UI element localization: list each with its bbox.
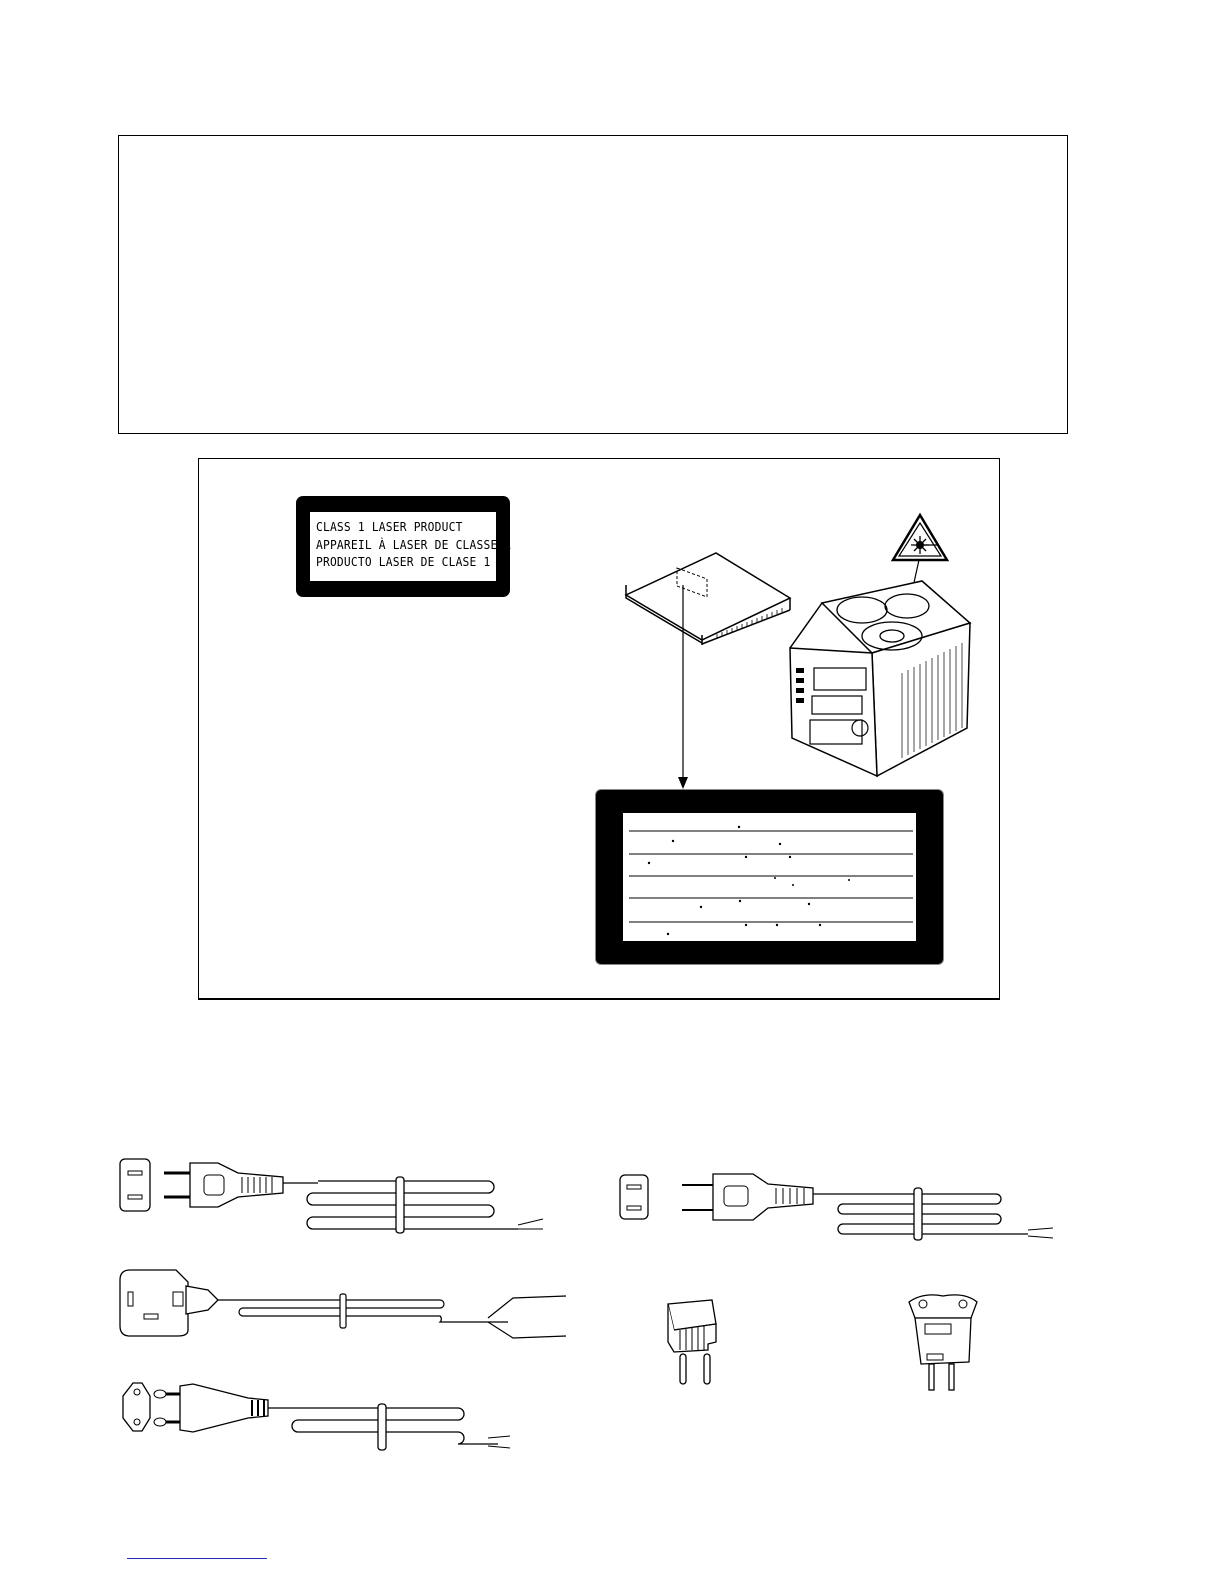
laser-label-line-3: PRODUCTO LASER DE CLASE 1 — [316, 555, 491, 569]
plug-adaptor-round-pin — [660, 1296, 732, 1392]
label-position-arrow — [675, 585, 691, 790]
notice-frame — [118, 135, 1068, 434]
stereo-unit-drawing — [782, 578, 974, 778]
laser-label-line-2: APPAREIL À LASER DE CLASSE 1 — [316, 537, 512, 552]
plug-adaptor-flat-pin — [903, 1292, 983, 1394]
power-cord-type-b — [618, 1170, 1058, 1250]
class-1-laser-label — [296, 496, 510, 597]
caution-label — [595, 789, 944, 965]
cabinet-cover-drawing — [622, 550, 794, 645]
laser-warning-icon — [890, 512, 950, 562]
power-cord-type-c — [118, 1266, 570, 1346]
power-cord-type-a — [118, 1155, 558, 1235]
laser-label-line-1: CLASS 1 LASER PRODUCT — [316, 520, 463, 534]
power-cord-type-d — [118, 1378, 513, 1453]
footer-link-underline[interactable] — [127, 1558, 267, 1559]
caution-label-lines — [623, 813, 918, 943]
